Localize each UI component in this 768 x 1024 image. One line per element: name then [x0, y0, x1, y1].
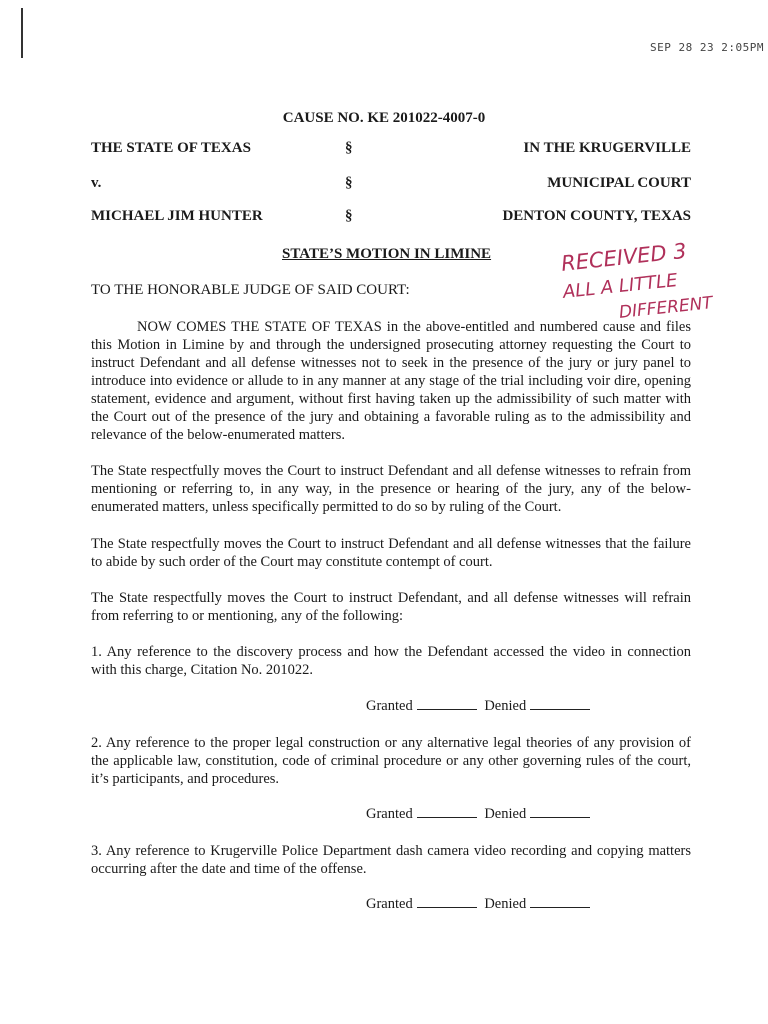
- caption-left: v.: [91, 175, 102, 191]
- denied-label: Denied: [484, 806, 527, 822]
- caption-left: THE STATE OF TEXAS: [91, 140, 251, 156]
- denied-label: Denied: [484, 698, 527, 714]
- section-symbol: §: [345, 208, 353, 224]
- fax-timestamp: SEP 28 23 2:05PM: [650, 41, 764, 54]
- denied-blank[interactable]: [530, 805, 590, 818]
- granted-label: Granted: [366, 806, 413, 822]
- granted-label: Granted: [366, 896, 413, 912]
- motion-title: STATE’S MOTION IN LIMINE: [282, 246, 492, 262]
- body-paragraph: The State respectfully moves the Court to instruct Defendant and all defense witnesses to refrain from mentioning or referring to, in any way, in the presence or hearing of the jury, any of the below-enumerated matters, unless specifically permitted to do so by ruling of the Court.: [91, 463, 691, 515]
- caption-right: IN THE KRUGERVILLE: [523, 140, 691, 156]
- margin-mark: [21, 8, 23, 58]
- denied-blank[interactable]: [530, 697, 590, 710]
- granted-blank[interactable]: [417, 895, 477, 908]
- intro-paragraph: NOW COMES THE STATE OF TEXAS in the above-entitled and numbered cause and files this Motion in Limine by and through the undersigned prosecuting attorney requesting the Court to instruct Defendant and all defense witnesses not to seek in the presence of the jury or jury panel to introduce into evidence or allude to in any manner at any stage of the trial including voir dire, opening statement, evidence and argument, without first having taken up the admissibility of such matter with the Court out of the presence of the jury and obtaining a favorable ruling as to the admissibility and relevance of the below-enumerated matters.: [91, 319, 691, 443]
- denied-blank[interactable]: [530, 895, 590, 908]
- caption-right: MUNICIPAL COURT: [547, 175, 691, 191]
- caption-row: [91, 140, 691, 160]
- limine-item-3: 3. Any reference to Krugerville Police Department dash camera video recording and copying matters occurring after the date and time of the offense.: [91, 843, 691, 877]
- section-symbol: §: [345, 140, 353, 156]
- granted-blank[interactable]: [417, 697, 477, 710]
- caption-row: [91, 175, 691, 195]
- body-paragraph: The State respectfully moves the Court to instruct Defendant, and all defense witnesses will refrain from referring to or mentioning, any of the following:: [91, 590, 691, 624]
- granted-label: Granted: [366, 698, 413, 714]
- handwritten-note-line: RECEIVED 3: [560, 238, 688, 276]
- body-paragraph: The State respectfully moves the Court to instruct Defendant and all defense witnesses that the failure to abide by such order of the Court may constitute contempt of court.: [91, 536, 691, 570]
- section-symbol: §: [345, 175, 353, 191]
- limine-item-2: 2. Any reference to the proper legal construction or any alternative legal theories of any provision of the applicable law, constitution, code of criminal procedure or any other governing rules of the court, it’s participants, and procedures.: [91, 735, 691, 787]
- cause-number: CAUSE NO. KE 201022-4007-0: [282, 110, 486, 126]
- granted-blank[interactable]: [417, 805, 477, 818]
- limine-item-1: 1. Any reference to the discovery process and how the Defendant accessed the video in connection with this charge, Citation No. 201022.: [91, 644, 691, 678]
- handwritten-note-line: ALL A LITTLE: [562, 269, 679, 303]
- ruling-line: [366, 805, 594, 823]
- denied-label: Denied: [484, 896, 527, 912]
- caption-left: MICHAEL JIM HUNTER: [91, 208, 263, 224]
- ruling-line: [366, 895, 594, 913]
- caption-row: [91, 208, 691, 228]
- handwritten-note-line: DIFFERENT: [618, 293, 714, 323]
- ruling-line: [366, 697, 594, 715]
- caption-right: DENTON COUNTY, TEXAS: [502, 208, 691, 224]
- salutation: TO THE HONORABLE JUDGE OF SAID COURT:: [91, 282, 410, 298]
